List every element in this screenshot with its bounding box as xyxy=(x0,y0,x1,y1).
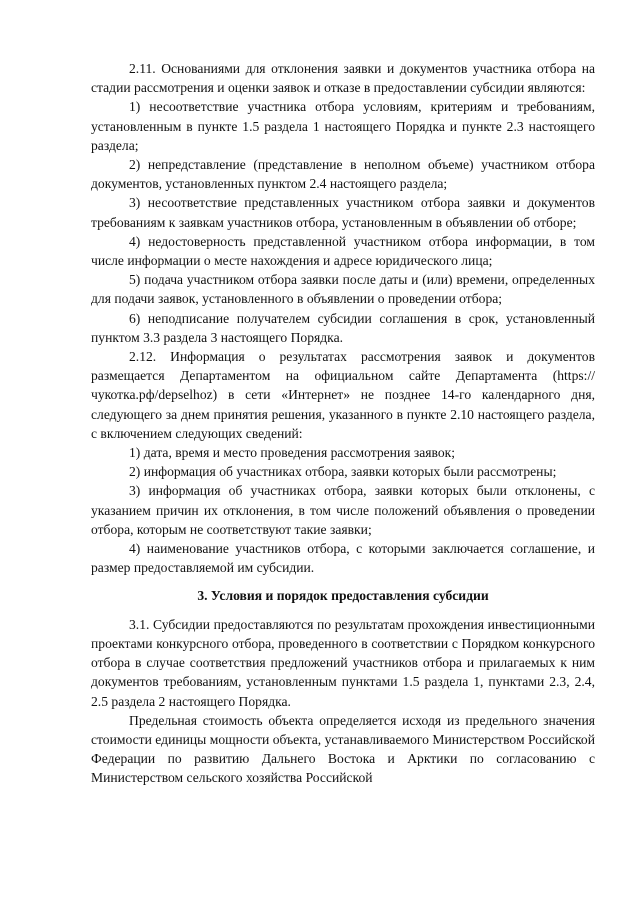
list-item-2-12-1: 1) дата, время и место проведения рассмотрения заявок; xyxy=(129,445,456,461)
list-item-2-12-2: 2) информация об участниках отбора, заявки которых были рассмотрены; xyxy=(129,464,557,480)
list-item-2-11-3: 3) несоответствие представленных участником отбора заявки и документов требованиям к заявкам участников отбора, установленным в объявлении об отборе; xyxy=(91,195,595,230)
list-item-2-12-3: 3) информация об участниках отбора, заявки которых были отклонены, с указанием причин их отклонения, в том числе положений объявления о проведении отбора, которым не соответствуют такие заявки; xyxy=(91,483,595,537)
document-body xyxy=(91,59,595,788)
paragraph-max-cost: Предельная стоимость объекта определяется исходя из предельного значения стоимости единицы мощности объекта, устанавливаемого Министерством Российской Федерации по развитию Дальнего Востока и Арктики по согласованию с Министерством сельского хозяйства Российской xyxy=(91,712,595,786)
section-heading: 3. Условия и порядок предоставления субсидии xyxy=(197,588,489,604)
list-item-2-11-5: 5) подача участником отбора заявки после даты и (или) времени, определенных для подачи заявок, установленного в объявлении о проведении отбора; xyxy=(91,272,595,307)
paragraph-2-11: 2.11. Основаниями для отклонения заявки и документов участника отбора на стадии рассмотрения и оценки заявок и отказе в предоставлении субсидии являются: xyxy=(91,61,595,96)
list-item-2-11-6: 6) неподписание получателем субсидии соглашения в срок, установленный пунктом 3.3 раздела 3 настоящего Порядка. xyxy=(91,310,595,345)
list-item-2-11-1: 1) несоответствие участника отбора условиям, критериям и требованиям, установленным в пункте 1.5 раздела 1 настоящего Порядка и пункте 2.3 настоящего раздела; xyxy=(91,99,595,153)
list-item-2-12-4: 4) наименование участников отбора, с которыми заключается соглашение, и размер предоставляемой им субсидии. xyxy=(91,541,595,576)
paragraph-2-12: 2.12. Информация о результатах рассмотрения заявок и документов размещается Департаментом на официальном сайте Департамента (https://чукотка.рф/depselhoz) в сети «Интернет» не позднее 14-го календарного дня, следующего за днем принятия решения, указанного в пункте 2.10 настоящего раздела, с включением следующих сведений: xyxy=(91,349,595,441)
list-item-2-11-2: 2) непредставление (представление в неполном объеме) участником отбора документов, установленных пунктом 2.4 настоящего раздела; xyxy=(91,157,595,192)
list-item-2-11-4: 4) недостоверность представленной участником отбора информации, в том числе информации о месте нахождения и адресе юридического лица; xyxy=(91,233,595,269)
paragraph-3-1: 3.1. Субсидии предоставляются по результатам прохождения инвестиционными проектами конкурсного отбора, проведенного в соответствии с Порядком конкурсного отбора в случае соответствия предложений участников отбора и прилагаемых к ним документов требованиям, установленным пунктами 1.5 раздела 1, пунктами 2.3, 2.4, 2.5 раздела 2 настоящего Порядка. xyxy=(91,616,595,709)
